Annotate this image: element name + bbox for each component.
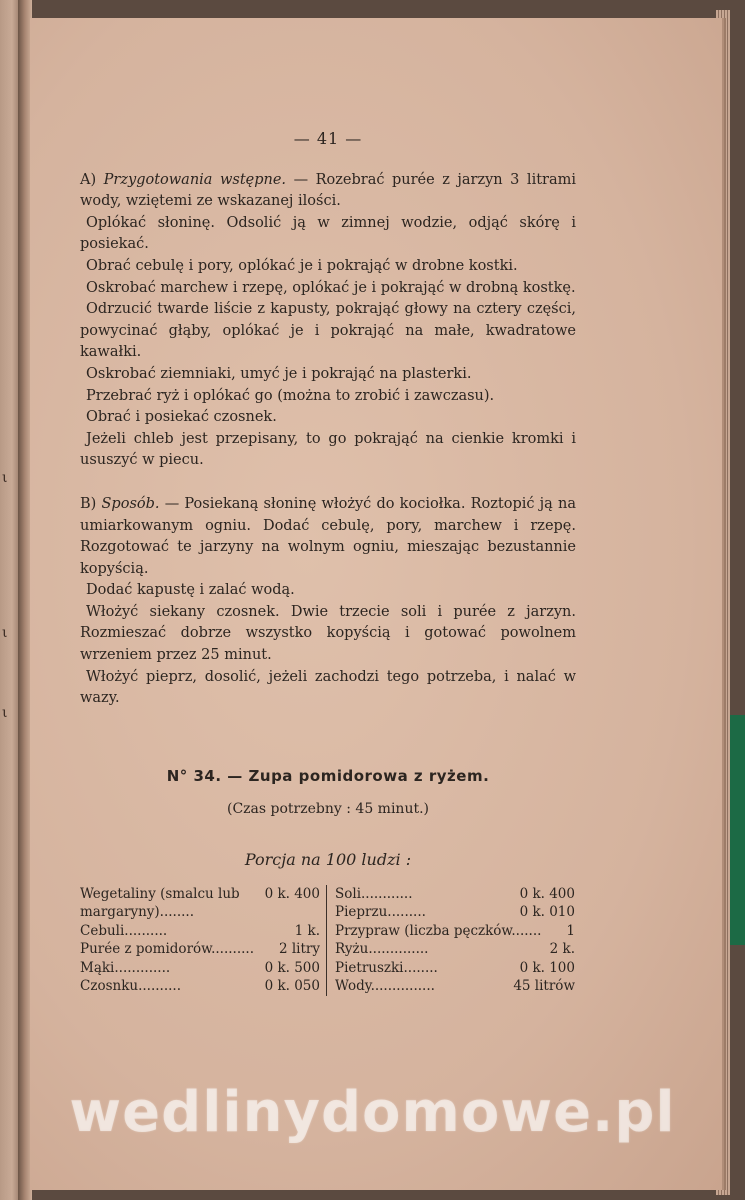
margin-mark: ι <box>2 470 8 486</box>
ingredient-amount: 2 litry <box>278 941 320 958</box>
portion-title: Porcja na 100 ludzi : <box>244 850 412 870</box>
ingredient-row <box>335 977 575 996</box>
recipe-time: (Czas potrzebny : 45 minut.) <box>227 801 429 818</box>
ingredient-row <box>80 940 320 959</box>
ingredients-left-column <box>80 885 327 996</box>
ingredient-amount: 0 k. 400 <box>519 885 575 902</box>
ingredient-name: Pietruszki........ <box>335 959 438 976</box>
ingredient-row <box>80 922 320 941</box>
ingredient-name: Przypraw (liczba pęczków....... <box>335 922 542 939</box>
section-b-heading: Sposób. <box>101 495 160 512</box>
recipe-number: N° 34. <box>166 766 222 785</box>
section-a-label: A) <box>80 171 97 188</box>
section-a-paragraph: Oskrobać marchew i rzepę, oplókać je i pokrająć w drobną kostkę. <box>86 279 576 296</box>
section-a-paragraph: Obrać i posiekać czosnek. <box>86 409 277 426</box>
ingredient-row <box>335 903 575 922</box>
recipe-title <box>80 766 576 788</box>
ingredient-name: Purée z pomidorów.......... <box>80 941 255 958</box>
ingredient-name: Ryżu.............. <box>335 941 429 958</box>
ingredient-row <box>335 959 575 978</box>
section-b-label: B) <box>80 495 97 512</box>
section-a-first-paragraph <box>80 170 576 213</box>
ingredient-row <box>80 977 320 996</box>
section-b-paragraph: — Posiekaną słoninę włożyć do kociołka. Roztopić ją na umiarkowanym ogniu. Dodać cebulę, pory, marchew i rzepę. Rozgotować te jarzyny na wolnym ogniu, mieszając bezustannie kopyścią. <box>80 495 576 577</box>
section-a <box>80 170 576 472</box>
ingredients-table <box>80 885 576 996</box>
ingredient-amount: 0 k. 050 <box>264 978 320 995</box>
section-b-paragraph: Dodać kapustę i zalać wodą. <box>86 582 295 599</box>
ingredient-amount: 0 k. 500 <box>264 959 320 976</box>
ingredient-row <box>335 922 575 941</box>
section-b-paragraph: Włożyć pieprz, dosolić, jeżeli zachodzi tego potrzeba, i nalać w wazy. <box>80 668 576 707</box>
section-a-heading: Przygotowania wstępne. <box>103 171 287 188</box>
ingredient-name: Wegetaliny (smalcu lub margaryny)........ <box>80 885 240 921</box>
ingredient-amount: 1 k. <box>294 922 320 939</box>
section-a-paragraph: Oskrobać ziemniaki, umyć je i pokrająć na plasterki. <box>86 365 472 382</box>
section-b <box>80 494 576 710</box>
spacer <box>80 472 576 494</box>
ingredient-row <box>80 885 320 922</box>
ingredient-amount: 2 k. <box>549 941 575 958</box>
section-a-paragraph: Jeżeli chleb jest przepisany, to go pokrająć na cienkie kromki i ususzyć w piecu. <box>80 430 576 469</box>
watermark: wedlinydomowe.pl <box>69 1080 676 1145</box>
section-b-first-paragraph <box>80 494 576 580</box>
ingredient-row <box>80 959 320 978</box>
ingredient-row <box>335 885 575 904</box>
section-b-paragraph: Włożyć siekany czosnek. Dwie trzecie soli i purée z jarzyn. Rozmieszać dobrze wszystko kopyścią i gotować powolnem wrzeniem przez 25 minut. <box>80 603 576 664</box>
left-page-edge <box>0 0 20 1200</box>
ingredient-name: Cebuli.......... <box>80 922 168 939</box>
page-number: — 41 — <box>293 129 363 148</box>
ingredients-right-column <box>327 885 575 996</box>
ingredient-name: Soli............ <box>335 885 413 902</box>
section-a-paragraph: Oplókać słoninę. Odsolić ją w zimnej wodzie, odjąć skórę i posiekać. <box>80 214 576 253</box>
margin-mark: ι <box>2 705 8 721</box>
section-a-paragraph: Odrzucić twarde liście z kapusty, pokrająć głowy na cztery części, powycinać głąby, oplókać je i pokrająć na małe, kwadratowe kawałki. <box>80 301 576 361</box>
margin-mark: ι <box>2 625 8 641</box>
ingredient-amount: 0 k. 400 <box>264 885 320 902</box>
ingredient-amount: 0 k. 010 <box>519 904 575 921</box>
ingredient-name: Wody............... <box>335 978 435 995</box>
ingredient-amount: 0 k. 100 <box>519 959 575 976</box>
ingredient-name: Czosnku.......... <box>80 978 181 995</box>
ingredient-name: Pieprzu......... <box>335 904 426 921</box>
section-a-paragraph: Przebrać ryż i oplókać go (można to zrobić i zawczasu). <box>86 387 495 404</box>
ingredient-row <box>335 940 575 959</box>
ingredient-amount: 45 litrów <box>513 978 575 995</box>
section-a-paragraph: Obrać cebulę i pory, oplókać je i pokrająć w drobne kostki. <box>86 257 518 274</box>
section-a-paragraph: — Rozebrać purée z jarzyn 3 litrami wody, wziętemi ze wskazanej ilości. <box>80 171 576 210</box>
ingredient-amount: 1 <box>566 922 575 939</box>
page-content <box>80 128 576 996</box>
ingredient-name: Mąki............. <box>80 959 171 976</box>
green-bookmark-tab <box>730 715 745 945</box>
recipe-name: — Zupa pomidorowa z ryżem. <box>227 766 490 785</box>
